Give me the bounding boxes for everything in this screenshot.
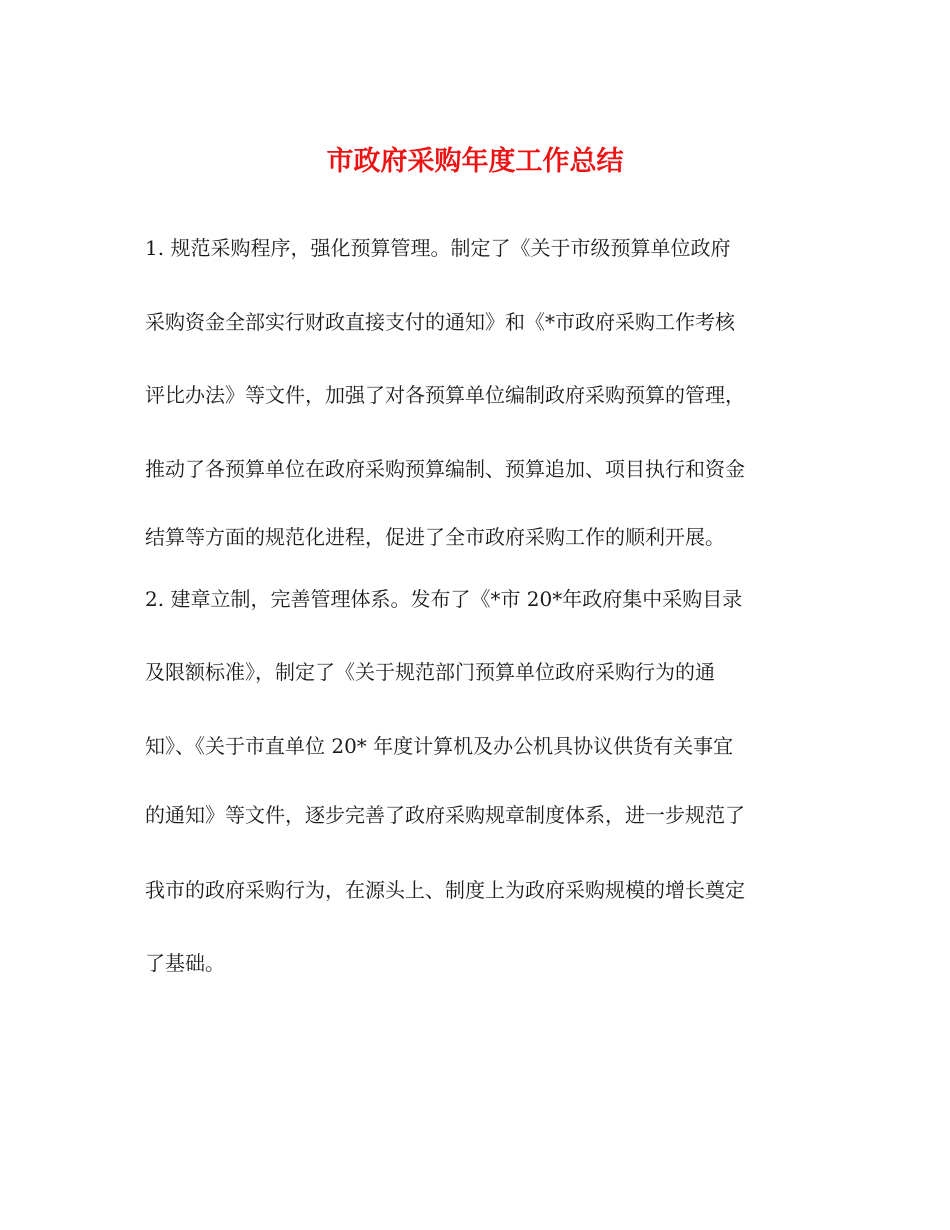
body-line: 结算等方面的规范化进程，促进了全市政府采购工作的顺利开展。 (145, 525, 725, 549)
body-line: 采购资金全部实行财政直接支付的通知》和《*市政府采购工作考核 (145, 310, 735, 334)
body-line: 1. 规范采购程序，强化预算管理。制定了《关于市级预算单位政府 (145, 236, 731, 260)
body-line: 的通知》等文件，逐步完善了政府采购规章制度体系，进一步规范了 (145, 803, 745, 827)
body-line: 2. 建章立制，完善管理体系。发布了《*市 20*年政府集中采购目录 (145, 587, 743, 611)
body-line: 评比办法》等文件，加强了对各预算单位编制政府采购预算的管理， (145, 383, 745, 407)
body-line: 了基础。 (145, 951, 225, 975)
document-title: 市政府采购年度工作总结 (326, 146, 624, 177)
body-line: 我市的政府采购行为，在源头上、制度上为政府采购规模的增长奠定 (145, 878, 745, 902)
body-line: 推动了各预算单位在政府采购预算编制、预算追加、项目执行和资金 (145, 457, 745, 481)
body-line: 知》、《关于市直单位 20* 年度计算机及办公机具协议供货有关事宜 (145, 734, 734, 758)
body-line: 及限额标准》，制定了《关于规范部门预算单位政府采购行为的通 (145, 660, 715, 684)
